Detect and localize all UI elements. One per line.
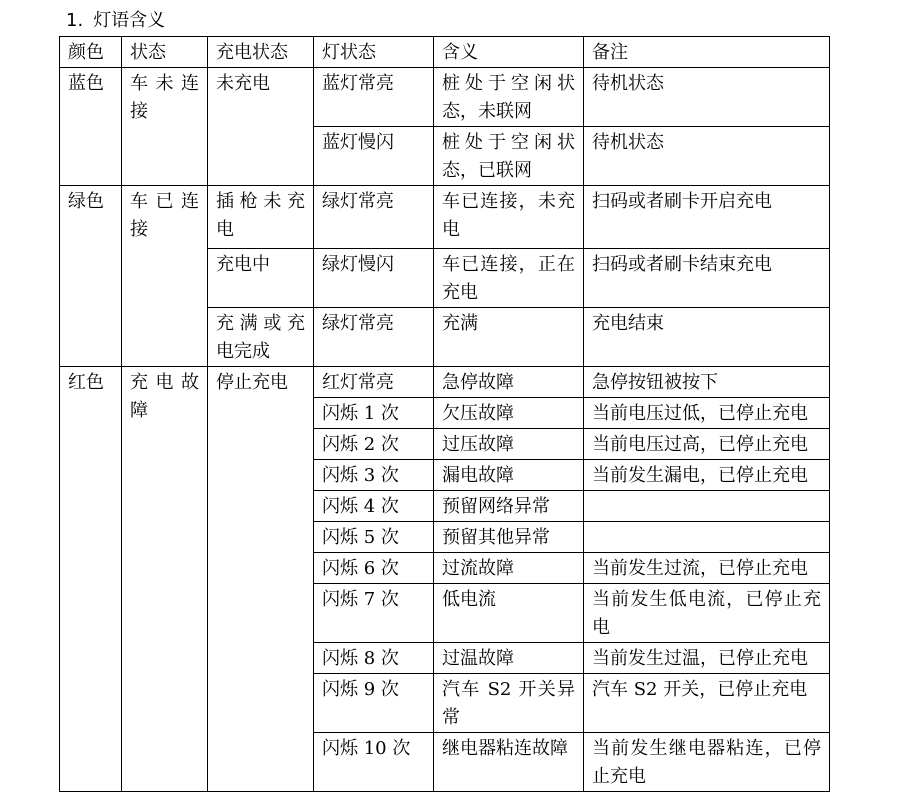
meaning-cell: 欠压故障 [434, 398, 584, 429]
note-cell: 当前发生漏电，已停止充电 [584, 460, 830, 491]
light-state-cell: 闪烁 5 次 [314, 522, 434, 553]
light-state-cell: 红灯常亮 [314, 367, 434, 398]
meaning-cell: 继电器粘连故障 [434, 733, 584, 792]
section-heading [66, 8, 165, 34]
light-signal-table [59, 36, 830, 792]
meaning-cell: 车已连接，正在充电 [434, 249, 584, 308]
note-cell: 当前电压过低，已停止充电 [584, 398, 830, 429]
state-cell: 车未连接 [122, 68, 208, 186]
meaning-cell: 充满 [434, 308, 584, 367]
note-cell: 扫码或者刷卡开启充电 [584, 186, 830, 249]
note-cell: 扫码或者刷卡结束充电 [584, 249, 830, 308]
light-state-cell: 蓝灯常亮 [314, 68, 434, 127]
note-cell: 待机状态 [584, 127, 830, 186]
meaning-cell: 过压故障 [434, 429, 584, 460]
light-state-cell: 闪烁 8 次 [314, 643, 434, 674]
meaning-cell: 桩处于空闲状态，未联网 [434, 68, 584, 127]
light-state-cell: 闪烁 7 次 [314, 584, 434, 643]
note-cell: 急停按钮被按下 [584, 367, 830, 398]
meaning-cell: 漏电故障 [434, 460, 584, 491]
state-cell: 充电故障 [122, 367, 208, 792]
meaning-cell: 桩处于空闲状态，已联网 [434, 127, 584, 186]
meaning-cell: 过温故障 [434, 643, 584, 674]
light-state-cell: 闪烁 4 次 [314, 491, 434, 522]
header-state: 状态 [122, 37, 208, 68]
note-cell: 当前发生过流，已停止充电 [584, 553, 830, 584]
charge-state-cell: 插枪未充电 [208, 186, 314, 249]
note-cell: 待机状态 [584, 68, 830, 127]
note-cell: 当前发生继电器粘连，已停止充电 [584, 733, 830, 792]
table-row [60, 186, 830, 249]
light-state-cell: 绿灯慢闪 [314, 249, 434, 308]
color-cell: 蓝色 [60, 68, 122, 186]
color-cell: 红色 [60, 367, 122, 792]
table-row [60, 367, 830, 398]
meaning-cell: 车已连接，未充电 [434, 186, 584, 249]
light-state-cell: 闪烁 10 次 [314, 733, 434, 792]
color-cell: 绿色 [60, 186, 122, 367]
light-state-cell: 闪烁 1 次 [314, 398, 434, 429]
light-state-cell: 绿灯常亮 [314, 186, 434, 249]
note-cell: 当前电压过高，已停止充电 [584, 429, 830, 460]
meaning-cell: 过流故障 [434, 553, 584, 584]
header-light-state: 灯状态 [314, 37, 434, 68]
light-state-cell: 闪烁 9 次 [314, 674, 434, 733]
note-cell [584, 522, 830, 553]
table-row [60, 68, 830, 127]
light-state-cell: 闪烁 6 次 [314, 553, 434, 584]
light-state-cell: 蓝灯慢闪 [314, 127, 434, 186]
meaning-cell: 预留网络异常 [434, 491, 584, 522]
header-color: 颜色 [60, 37, 122, 68]
charge-state-cell: 充电中 [208, 249, 314, 308]
charge-state-cell: 未充电 [208, 68, 314, 186]
note-cell: 当前发生过温，已停止充电 [584, 643, 830, 674]
light-state-cell: 闪烁 3 次 [314, 460, 434, 491]
light-state-cell: 绿灯常亮 [314, 308, 434, 367]
meaning-cell: 预留其他异常 [434, 522, 584, 553]
charge-state-cell: 充满或充电完成 [208, 308, 314, 367]
meaning-cell: 汽车 S2 开关异常 [434, 674, 584, 733]
header-charge-state: 充电状态 [208, 37, 314, 68]
charge-state-cell: 停止充电 [208, 367, 314, 792]
note-cell: 汽车 S2 开关，已停止充电 [584, 674, 830, 733]
table-header-row [60, 37, 830, 68]
note-cell: 当前发生低电流，已停止充电 [584, 584, 830, 643]
header-note: 备注 [584, 37, 830, 68]
meaning-cell: 急停故障 [434, 367, 584, 398]
note-cell [584, 491, 830, 522]
note-cell: 充电结束 [584, 308, 830, 367]
header-meaning: 含义 [434, 37, 584, 68]
section-number: 1. [66, 10, 84, 31]
meaning-cell: 低电流 [434, 584, 584, 643]
state-cell: 车已连接 [122, 186, 208, 367]
section-title: 灯语含义 [93, 10, 166, 31]
light-state-cell: 闪烁 2 次 [314, 429, 434, 460]
